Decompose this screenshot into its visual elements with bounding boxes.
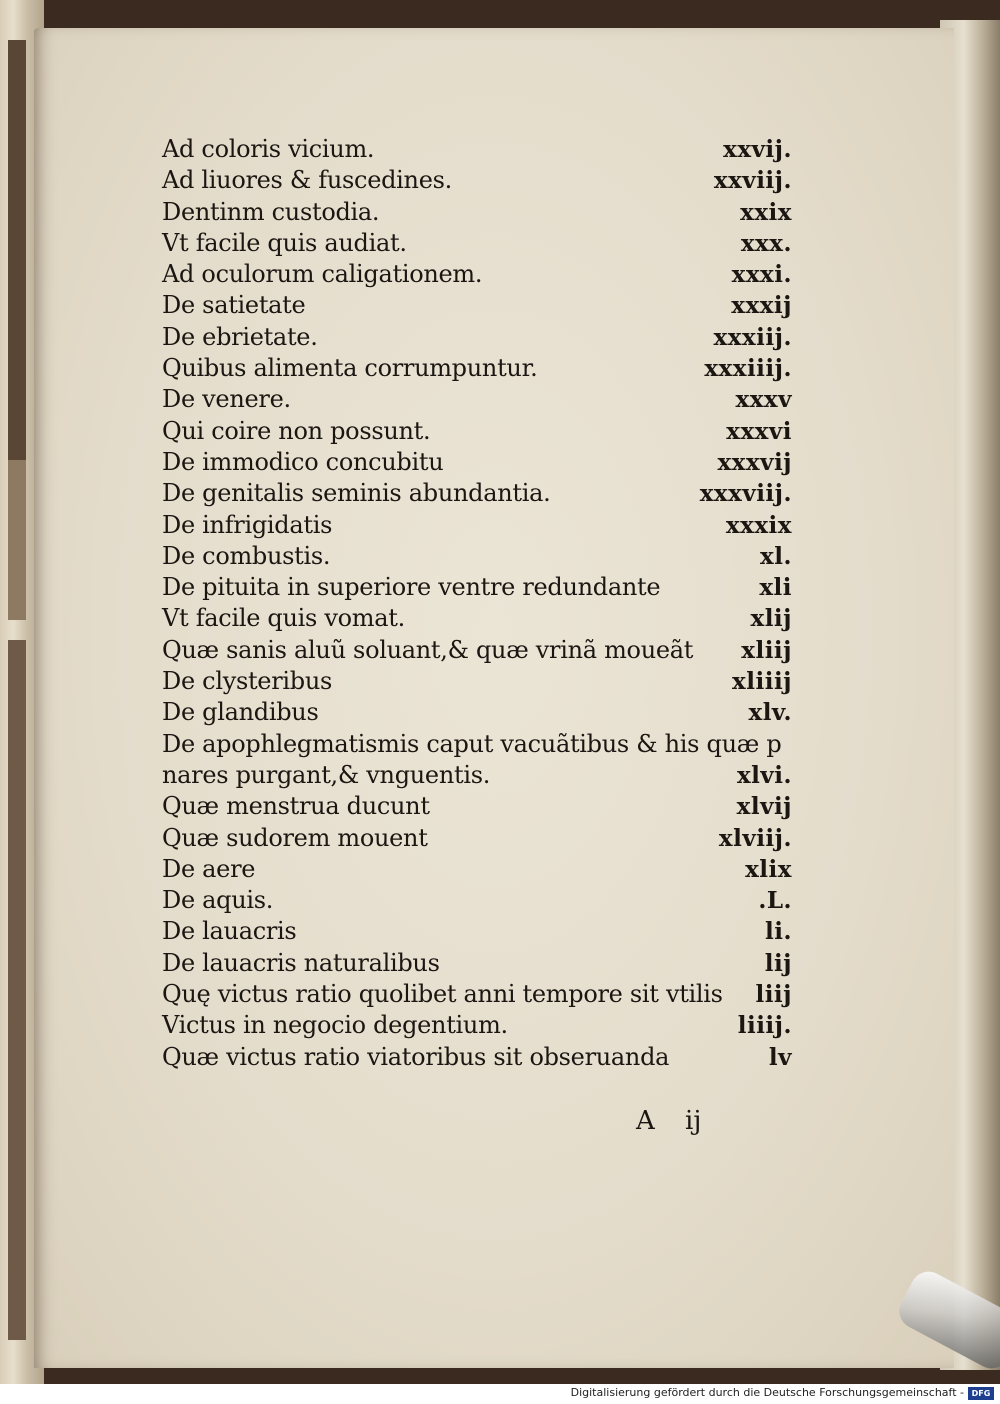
index-entry-number: xlix	[745, 855, 792, 883]
index-entry-text: De combustis.	[162, 541, 331, 570]
index-entry-number: xlij	[750, 605, 792, 633]
index-row	[162, 635, 822, 666]
index-list	[162, 134, 822, 1073]
book-page	[34, 28, 954, 1368]
index-entry-text: Vt facile quis audiat.	[162, 228, 407, 257]
index-row	[162, 666, 822, 697]
footer-bar	[0, 1384, 1000, 1404]
index-row	[162, 384, 822, 415]
index-entry-text: Victus in negocio degentium.	[162, 1011, 508, 1040]
index-row	[162, 1042, 822, 1073]
index-entry-text: De lauacris naturalibus	[162, 948, 440, 977]
binding-tear	[8, 40, 26, 460]
index-entry-number: xlviij.	[718, 824, 792, 852]
index-entry-text: Dentinm custodia.	[162, 197, 380, 226]
index-entry-number: xli	[759, 574, 792, 602]
index-entry-text: Ad coloris vicium.	[162, 135, 375, 163]
index-row	[162, 165, 822, 196]
index-entry-text: Ad liuores & fuscedines.	[162, 166, 452, 195]
index-entry-text: De immodico concubitu	[162, 447, 444, 476]
index-entry-text: De aere	[162, 854, 256, 883]
index-entry-text: Quæ menstrua ducunt	[162, 792, 430, 821]
index-entry-text: Quæ sanis aluũ soluant,& quæ vrinã moueãt	[162, 635, 694, 664]
index-entry-number: xxix	[740, 198, 792, 226]
index-entry-text: De genitalis seminis abundantia.	[162, 479, 551, 508]
index-entry-number: xxxv	[735, 386, 792, 414]
index-entry-number: xxxvij	[717, 448, 792, 476]
index-entry-number: li.	[765, 918, 792, 946]
index-entry-number: xlvi.	[736, 761, 792, 789]
index-row	[162, 290, 822, 321]
index-entry-number: xxvij.	[723, 136, 792, 163]
index-entry-number: xxxi.	[731, 261, 792, 289]
index-entry-number: xxviij.	[713, 167, 792, 195]
index-entry-text: De apophlegmatismis caput vacuãtibus & his quæ p	[162, 729, 782, 758]
index-row	[162, 603, 822, 634]
index-entry-text: De satietate	[162, 291, 306, 320]
index-row	[162, 478, 822, 509]
signature-mark: A ij	[636, 1106, 702, 1136]
index-entry-number: xliij	[741, 636, 792, 664]
index-entry-number: xxx.	[740, 229, 792, 257]
footer-credit: Digitalisierung gefördert durch die Deutsche Forschungsgemeinschaft -	[570, 1386, 964, 1399]
index-entry-number: xl.	[760, 542, 792, 570]
index-row	[162, 541, 822, 572]
index-entry-text: Vt facile quis vomat.	[162, 604, 405, 633]
index-row	[162, 823, 822, 854]
index-entry-number: xlvij	[736, 793, 792, 821]
index-row	[162, 916, 822, 947]
index-entry-number: lij	[764, 949, 792, 977]
index-row	[162, 572, 822, 603]
index-entry-number: xxxiij.	[713, 323, 792, 351]
index-row	[162, 510, 822, 541]
index-row	[162, 729, 822, 760]
index-entry-number: xxxvi	[726, 417, 792, 445]
index-entry-text: Quę victus ratio quolibet anni tempore sit vtilis	[162, 980, 723, 1009]
index-entry-text: De pituita in superiore ventre redundante	[162, 573, 661, 602]
index-row	[162, 885, 822, 916]
index-entry-number: .L.	[758, 887, 792, 915]
index-entry-text: De glandibus	[162, 698, 319, 727]
index-row	[162, 259, 822, 290]
index-row	[162, 228, 822, 259]
index-row	[162, 134, 822, 165]
index-entry-text: De aquis.	[162, 886, 274, 915]
index-row	[162, 447, 822, 478]
index-entry-text: Qui coire non possunt.	[162, 416, 431, 445]
index-entry-text: De ebrietate.	[162, 322, 318, 351]
index-row	[162, 791, 822, 822]
index-entry-number: lv	[768, 1043, 792, 1071]
index-row	[162, 760, 822, 791]
index-entry-number: liij	[755, 981, 792, 1009]
index-entry-number: xlv.	[748, 699, 792, 727]
index-entry-number: xxxiiij.	[704, 355, 792, 383]
index-entry-number: xxxij	[731, 292, 792, 320]
index-row	[162, 416, 822, 447]
index-entry-number: xxxix	[725, 511, 792, 539]
index-entry-number: liiij.	[737, 1012, 792, 1040]
index-row	[162, 197, 822, 228]
index-entry-number: xliiij	[732, 668, 792, 696]
index-entry-text: Quibus alimenta corrumpuntur.	[162, 354, 538, 383]
binding-tear	[8, 640, 26, 1340]
index-row	[162, 697, 822, 728]
index-entry-text: De clysteribus	[162, 667, 332, 696]
index-row	[162, 854, 822, 885]
index-entry-text: nares purgant,& vnguentis.	[162, 760, 491, 789]
index-entry-text: Quæ sudorem mouent	[162, 823, 428, 852]
index-entry-text: De lauacris	[162, 917, 297, 946]
index-row	[162, 353, 822, 384]
index-row	[162, 322, 822, 353]
dfg-logo: DFG	[968, 1387, 994, 1400]
index-entry-text: De venere.	[162, 385, 291, 414]
binding-tear	[8, 460, 26, 620]
index-entry-number: xxxviij.	[699, 480, 792, 508]
index-entry-text: Quæ victus ratio viatoribus sit obseruanda	[162, 1042, 670, 1071]
index-row	[162, 1010, 822, 1041]
index-entry-text: Ad oculorum caligationem.	[162, 260, 483, 289]
index-entry-text: De infrigidatis	[162, 510, 333, 539]
index-row	[162, 979, 822, 1010]
index-row	[162, 948, 822, 979]
